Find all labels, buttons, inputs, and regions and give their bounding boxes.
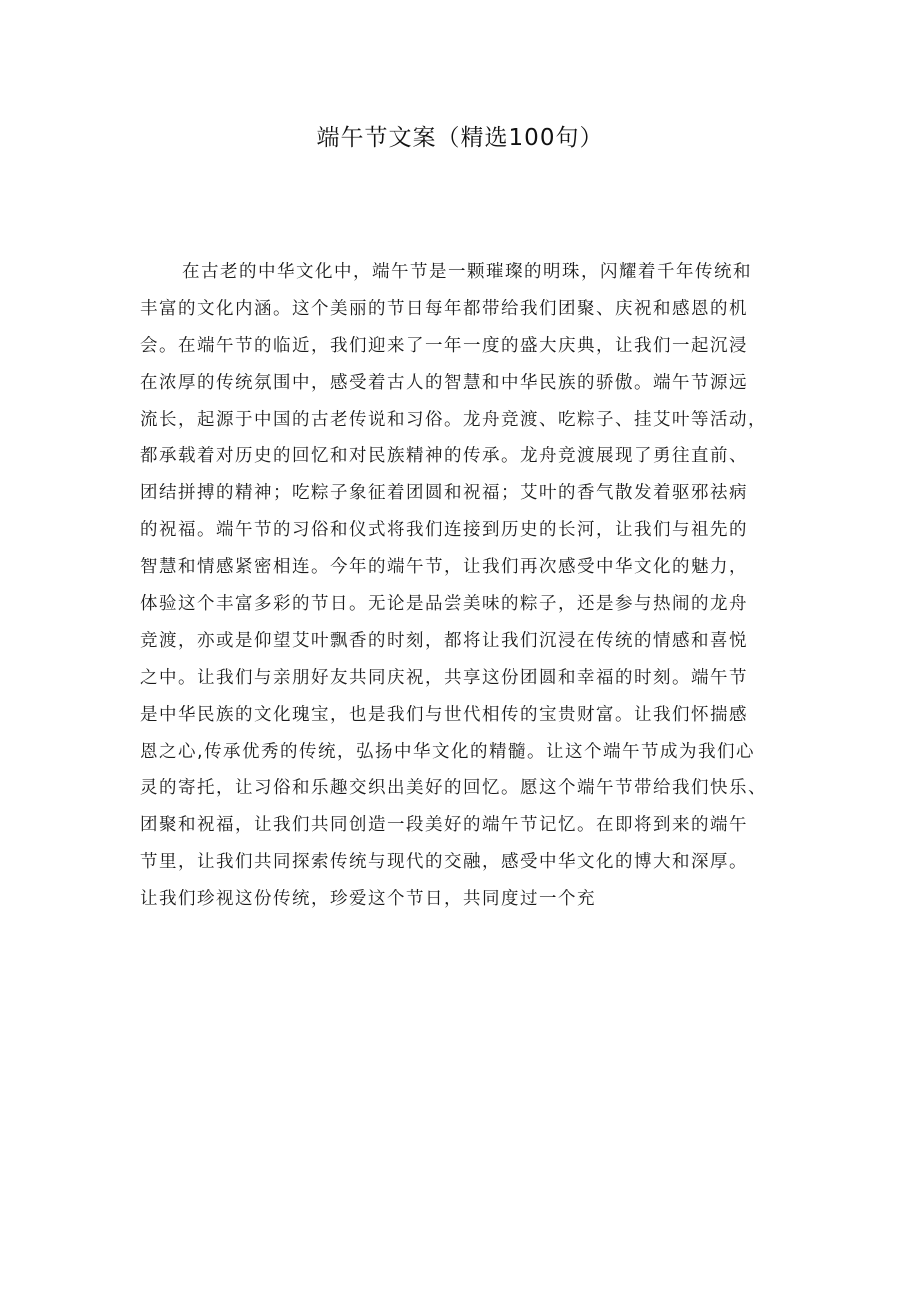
body-line: 体验这个丰富多彩的节日。无论是品尝美味的粽子，还是参与热闹的龙舟	[140, 594, 748, 615]
body-line: 都承载着对历史的回忆和对民族精神的传承。龙舟竞渡展现了勇往直前、	[140, 446, 748, 467]
body-line: 团聚和祝福，让我们共同创造一段美好的端午节记忆。在即将到来的端午	[140, 815, 748, 836]
body-line: 丰富的文化内涵。这个美丽的节日每年都带给我们团聚、庆祝和感恩的机	[140, 298, 748, 319]
body-line: 在浓厚的传统氛围中，感受着古人的智慧和中华民族的骄傲。端午节源远	[140, 372, 748, 393]
body-line: 是中华民族的文化瑰宝，也是我们与世代相传的宝贵财富。让我们怀揣感	[140, 704, 748, 725]
body-line: 恩之心,传承优秀的传统，弘扬中华文化的精髓。让这个端午节成为我们心	[140, 741, 756, 762]
body-line: 流长，起源于中国的古老传说和习俗。龙舟竞渡、吃粽子、挂艾叶等活动，	[140, 409, 767, 430]
body-line: 让我们珍视这份传统，珍爱这个节日，共同度过一个充	[140, 889, 596, 910]
body-line: 团结拼搏的精神；吃粽子象征着团圆和祝福；艾叶的香气散发着驱邪祛病	[140, 483, 748, 504]
body-line: 灵的寄托，让习俗和乐趣交织出美好的回忆。愿这个端午节带给我们快乐、	[140, 778, 767, 799]
body-line: 会。在端午节的临近，我们迎来了一年一度的盛大庆典，让我们一起沉浸	[140, 335, 748, 356]
body-line: 竞渡，亦或是仰望艾叶飘香的时刻，都将让我们沉浸在传统的情感和喜悦	[140, 630, 748, 651]
body-line: 节里，让我们共同探索传统与现代的交融，感受中华文化的博大和深厚。	[140, 852, 748, 873]
body-line: 的祝福。端午节的习俗和仪式将我们连接到历史的长河，让我们与祖先的	[140, 520, 748, 541]
body-line: 在古老的中华文化中，端午节是一颗璀璨的明珠，闪耀着千年传统和	[182, 262, 752, 282]
document-title: 端午节文案（精选100句）	[316, 125, 604, 151]
body-line: 智慧和情感紧密相连。今年的端午节，让我们再次感受中华文化的魅力，	[140, 557, 748, 578]
body-line: 之中。让我们与亲朋好友共同庆祝，共享这份团圆和幸福的时刻。端午节	[140, 667, 748, 688]
document-body	[140, 254, 800, 918]
